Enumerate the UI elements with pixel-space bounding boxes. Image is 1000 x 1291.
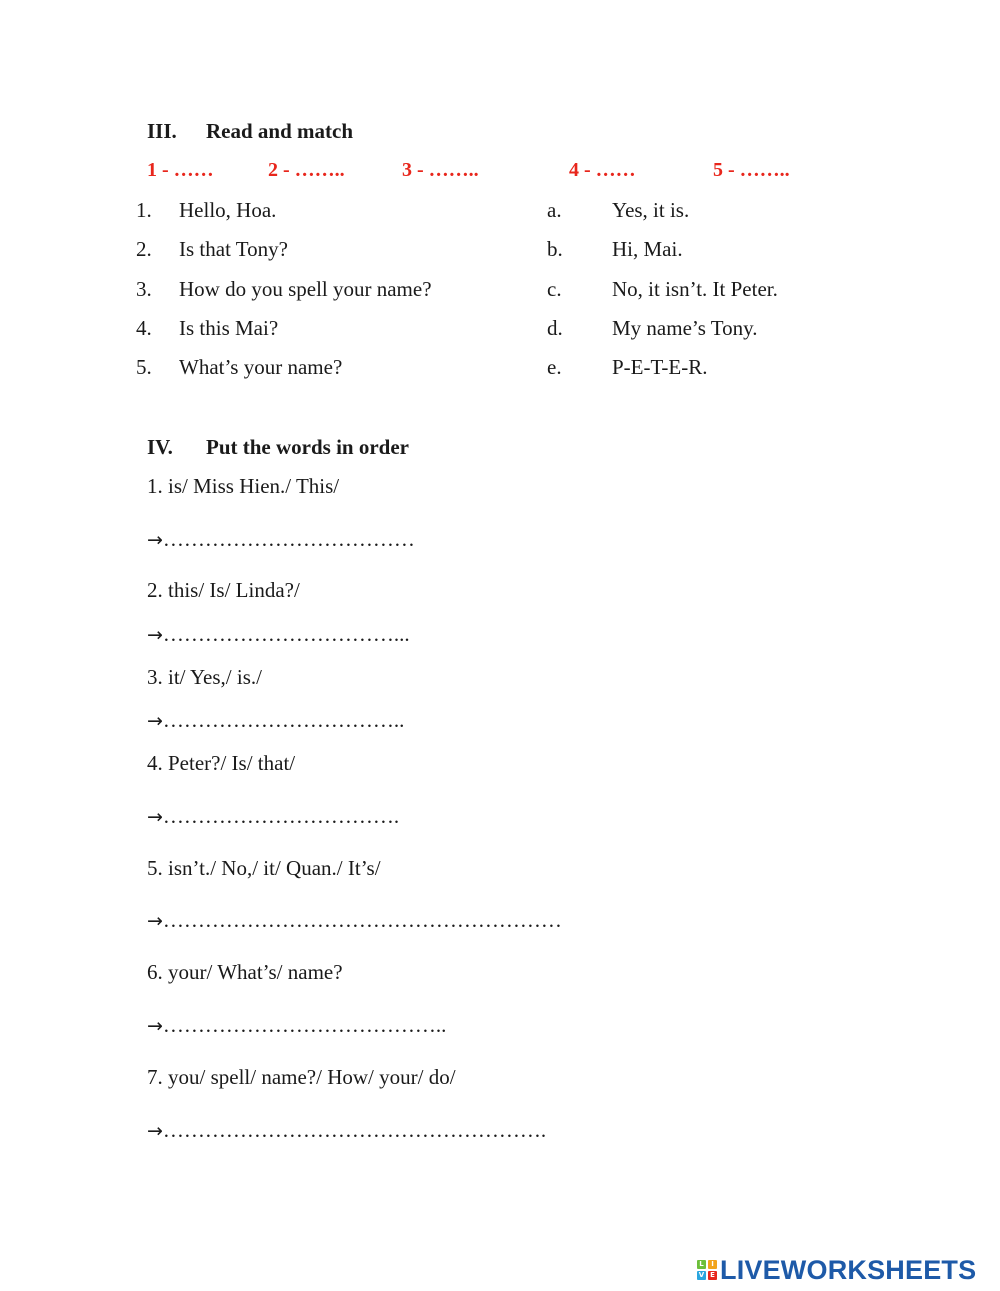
- answer-dots: ……………………………...: [162, 622, 410, 646]
- order-prompt: 7. you/ spell/ name?/ How/ your/ do/: [147, 1065, 456, 1089]
- response-text: No, it isn’t. It Peter.: [612, 277, 778, 301]
- order-prompt: 6. your/ What’s/ name?: [147, 960, 343, 984]
- question-number: 4.: [136, 316, 152, 340]
- response-letter: e.: [547, 355, 562, 379]
- question-number: 3.: [136, 277, 152, 301]
- arrow-icon: →: [147, 624, 163, 646]
- answer-dots: …………………………………..: [162, 1013, 447, 1037]
- order-answer-line[interactable]: [147, 1013, 446, 1038]
- response-text: Yes, it is.: [612, 198, 690, 222]
- question-text: Is this Mai?: [179, 316, 279, 340]
- question-text: Is that Tony?: [179, 237, 288, 261]
- response-letter: c.: [547, 277, 562, 301]
- question-text: How do you spell your name?: [179, 277, 432, 301]
- order-prompt: 5. isn’t./ No,/ it/ Quan./ It’s/: [147, 856, 381, 880]
- answer-dots: …………………………………………………: [162, 908, 562, 932]
- order-answer-line[interactable]: [147, 527, 415, 552]
- answer-blank-3[interactable]: 3 - ……..: [402, 159, 479, 181]
- section-3-title: Read and match: [206, 119, 354, 143]
- arrow-icon: →: [147, 1015, 163, 1037]
- section-4-numeral: IV.: [147, 435, 173, 459]
- arrow-icon: →: [147, 529, 163, 551]
- question-number: 5.: [136, 355, 152, 379]
- answer-dots: ………………………………: [162, 527, 415, 551]
- response-text: My name’s Tony.: [612, 316, 758, 340]
- logo-mark-letter: V: [698, 1271, 705, 1279]
- order-answer-line[interactable]: [147, 804, 399, 829]
- section-4-title: Put the words in order: [206, 435, 409, 459]
- arrow-icon: →: [147, 910, 163, 932]
- arrow-icon: →: [147, 710, 163, 732]
- logo-mark-letter: I: [708, 1260, 717, 1269]
- question-number: 2.: [136, 237, 152, 261]
- response-letter: d.: [547, 316, 563, 340]
- response-text: Hi, Mai.: [612, 237, 683, 261]
- logo-mark-letter: E: [708, 1271, 717, 1280]
- answer-blank-4[interactable]: 4 - ……: [569, 159, 636, 181]
- order-answer-line[interactable]: [147, 1118, 546, 1143]
- answer-blank-1[interactable]: 1 - ……: [147, 159, 214, 181]
- logo-mark-letter: L: [697, 1260, 706, 1269]
- order-prompt: 3. it/ Yes,/ is./: [147, 665, 262, 689]
- section-3-numeral: III.: [147, 119, 177, 143]
- answer-blank-2[interactable]: 2 - ……..: [268, 159, 345, 181]
- liveworksheets-logo: [697, 1255, 976, 1285]
- order-prompt: 1. is/ Miss Hien./ This/: [147, 474, 340, 498]
- answer-dots: ……………………………………………….: [162, 1118, 547, 1142]
- arrow-icon: →: [147, 806, 163, 828]
- question-text: Hello, Hoa.: [179, 198, 277, 222]
- response-text: P-E-T-E-R.: [612, 355, 708, 379]
- order-prompt: 2. this/ Is/ Linda?/: [147, 578, 300, 602]
- order-answer-line[interactable]: [147, 622, 410, 647]
- response-letter: a.: [547, 198, 562, 222]
- order-answer-line[interactable]: [147, 708, 404, 733]
- brand-name: LIVEWORKSHEETS: [720, 1254, 977, 1285]
- order-answer-line[interactable]: [147, 908, 562, 933]
- question-number: 1.: [136, 198, 152, 222]
- logo-mark-icon: [697, 1260, 717, 1280]
- question-text: What’s your name?: [179, 355, 343, 379]
- answer-dots: ……………………………..: [162, 708, 405, 732]
- answer-blank-5[interactable]: 5 - ……..: [713, 159, 790, 181]
- response-letter: b.: [547, 237, 563, 261]
- arrow-icon: →: [147, 1120, 163, 1142]
- answer-dots: …………………………….: [162, 804, 400, 828]
- order-prompt: 4. Peter?/ Is/ that/: [147, 751, 296, 775]
